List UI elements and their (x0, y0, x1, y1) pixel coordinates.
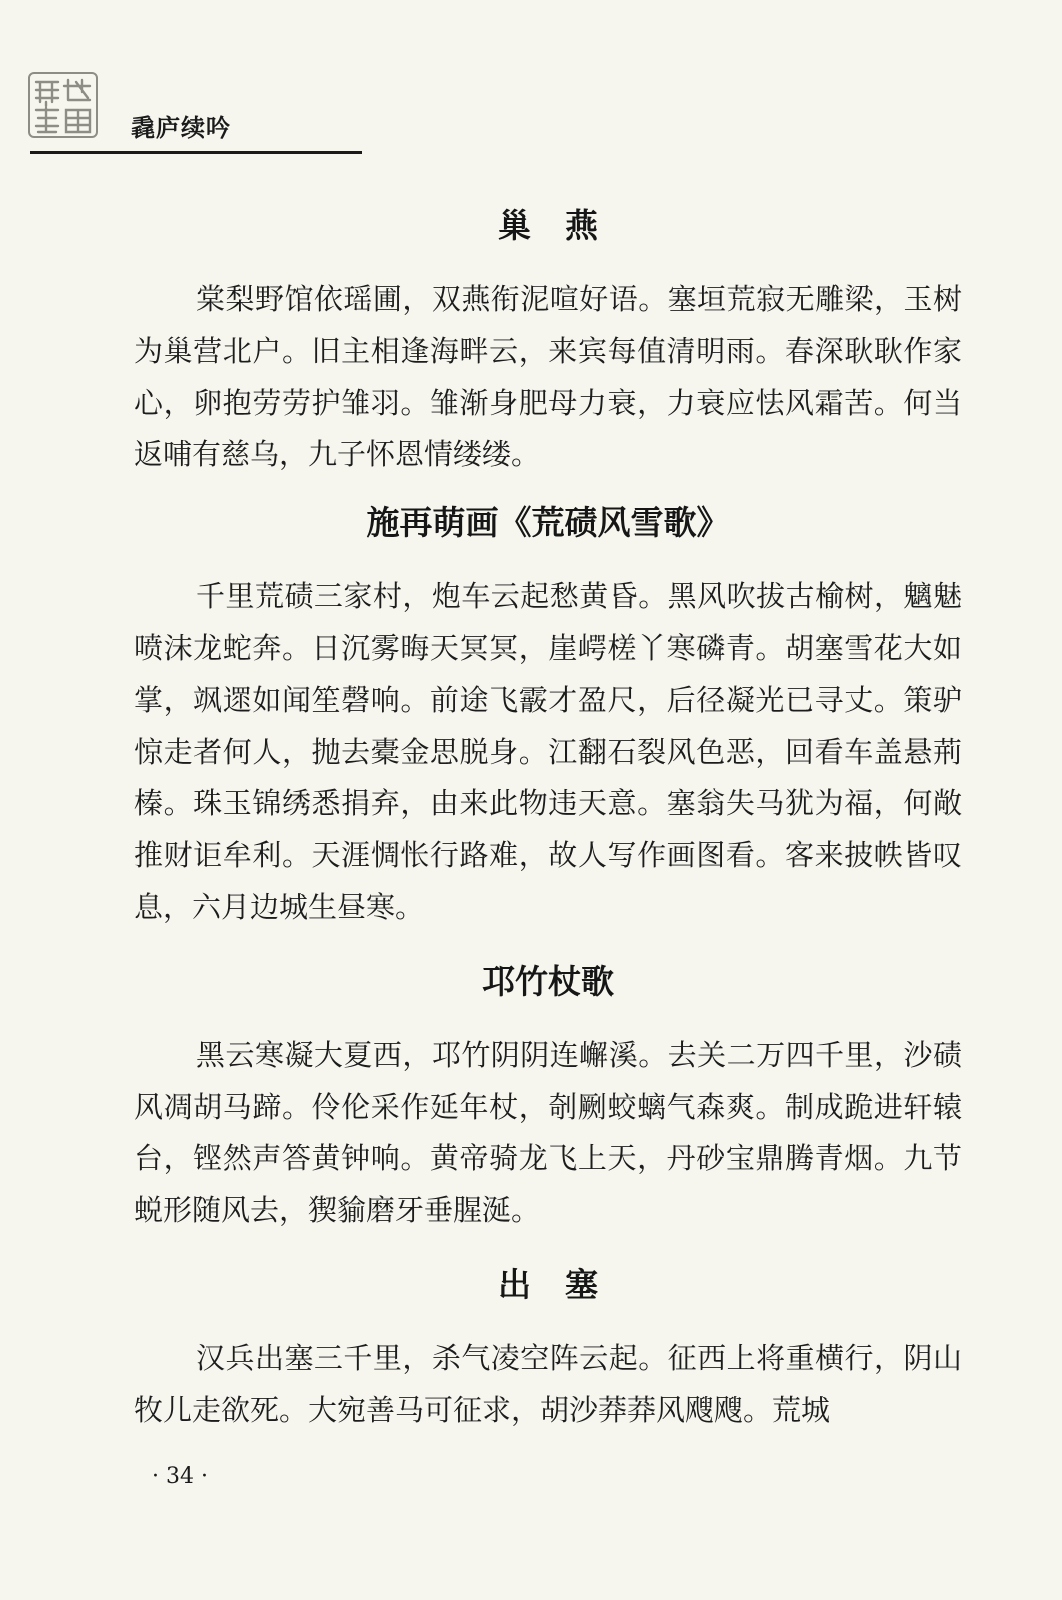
poem-body: 汉兵出塞三千里，杀气凌空阵云起。征西上将重横行，阴山牧儿走欲死。大宛善马可征求，胡沙莽莽风飕飕。荒城 (134, 1340, 962, 1427)
poem-body: 棠梨野馆依瑶圃，双燕衔泥喧好语。塞垣荒寂无雕梁，玉树为巢营北户。旧主相逢海畔云，来宾每值清明雨。春深耿耿作家心，卵抱劳劳护雏羽。雏渐身肥母力衰，力衰应怯风霜苦。何当返哺有慈乌，九子怀恩情缕缕。 (134, 282, 962, 472)
poem-title: 巢燕 (498, 206, 632, 245)
poem-title: 出塞 (498, 1264, 632, 1304)
poem-title: 邛竹杖歌 (482, 961, 614, 1001)
page-number: · 34 · (152, 1464, 208, 1489)
poem-body: 千里荒碛三家村，炮车云起愁黄昏。黑风吹拔古榆树，魑魅喷沫龙蛇奔。日沉雾晦天冥冥，崖崿槎丫寒磷青。胡塞雪花大如掌，飒遝如闻笙磬响。前途飞霰才盈尺，后径凝光已寻丈。策驴惊走者何人，抛去橐金思脱身。江翻石裂风色恶，回看车盖悬荊榛。珠玉锦绣悉捐弃，由来此物违天意。塞翁失马犹为福，何敞推财讵牟利。天涯惆怅行路难，故人写作画图看。客来披帙皆叹息，六月边城生昼寒。 (134, 579, 962, 924)
header-rule (30, 151, 362, 154)
poem-body: 黑云寒凝大夏西，邛竹阴阴连嶰溪。去关二万四千里，沙碛风凋胡马蹄。伶伦采作延年杖，剞劂蛟螭气森爽。制成跪进轩辕台，铿然声答黄钟响。黄帝骑龙飞上天，丹砂宝鼎腾青烟。九节蜕形随风去，猰貐磨牙垂腥涎。 (134, 1037, 962, 1228)
page-content (134, 196, 962, 1437)
poem-title: 施再萌画《荒碛风雪歌》 (366, 503, 730, 543)
seal-stamp-icon (28, 72, 98, 138)
running-title: 毳庐续吟 (131, 114, 231, 142)
